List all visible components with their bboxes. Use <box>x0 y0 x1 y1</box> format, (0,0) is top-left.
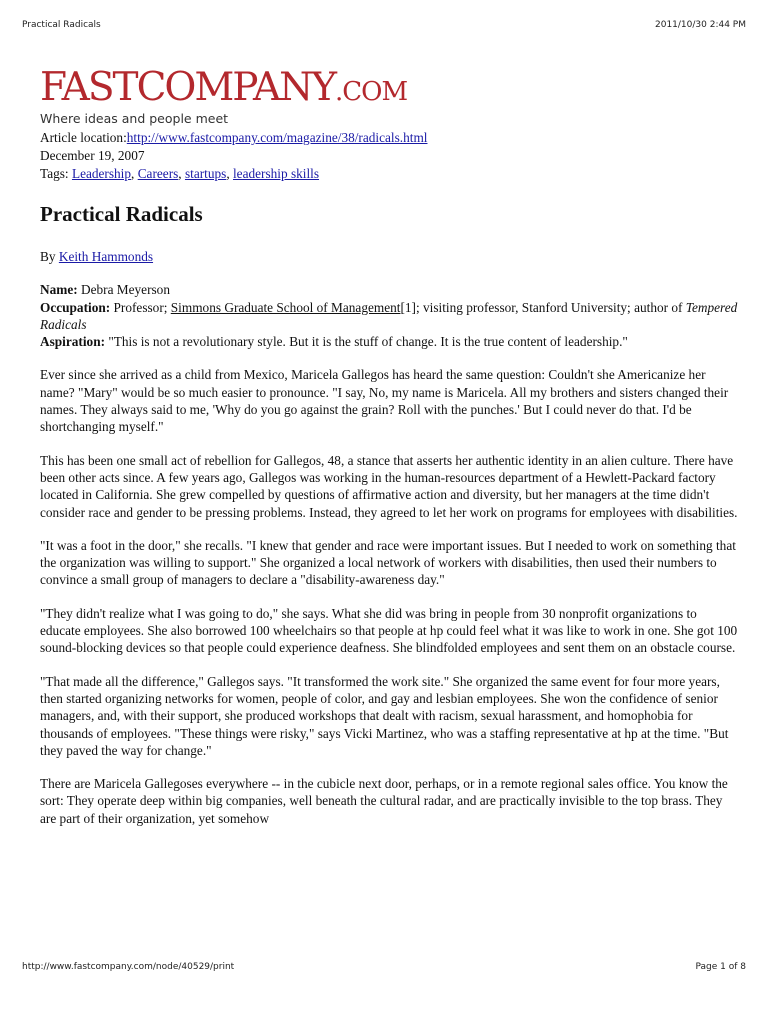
print-footer-page: Page 1 of 8 <box>695 962 746 972</box>
tag-link-startups[interactable]: startups <box>184 166 227 181</box>
article-location-link[interactable]: http://www.fastcompany.com/magazine/38/radicals.html <box>126 130 428 145</box>
tags-row: Tags: Leadership, Careers, startups, leadership skills <box>40 166 320 181</box>
aspiration-label: Aspiration: <box>40 334 106 350</box>
occupation-pre: Professor; <box>113 299 168 315</box>
location-label: Article location: <box>40 130 127 145</box>
print-footer <box>22 962 746 976</box>
book-title: Tempered Radicals <box>40 299 738 332</box>
tag-link-leadership[interactable]: Leadership <box>71 166 132 181</box>
tags-label: Tags: <box>40 166 69 181</box>
logo-main: FASTCOMPANY <box>40 65 336 110</box>
author-link[interactable]: Keith Hammonds <box>58 249 154 264</box>
body-paragraph: Ever since she arrived as a child from Mexico, Maricela Gallegos has heard the same question: Couldn't she Americanize her name? "Mary" would be so much easier to pronounce. "I say, No, my name is Maricela. All my brothers and sisters changed their names. They always said to me, 'Why do you go against the grain? Roll with the punches.' But I could never do that. I'd be shortchanging myself." <box>40 367 729 435</box>
body-paragraph: "It was a foot in the door," she recalls. "I knew that gender and race were important issues. But I needed to work on something that the organization was willing to support." She organized a local network of workers with disabilities, then used their numbers to convince a small group of managers to declare a "disability-awareness day." <box>40 537 736 588</box>
tagline: Where ideas and people meet <box>40 111 229 126</box>
profile-name-row <box>40 281 740 298</box>
school-link[interactable]: Simmons Graduate School of Management <box>170 299 401 315</box>
aspiration-text: "This is not a revolutionary style. But it is the stuff of change. It is the true content of leadership." <box>108 334 628 350</box>
byline <box>40 248 740 265</box>
article-meta <box>40 129 740 183</box>
body-paragraph: "That made all the difference," Gallegos says. "It transformed the work site." She organized the same event for four more years, then started organizing networks for women, people of color, and gay and lesbian employees. She won the confidence of senior managers, and, with their support, she produced workshops that dealt with racism, sexual harassment, and homophobia for thousands of employees. "These things were risky," says Vicki Martinez, who was a staffing representative at hp at the time. "But they paved the way for change." <box>40 673 729 758</box>
name-label: Name: <box>40 282 78 298</box>
occupation-label: Occupation: <box>40 299 111 315</box>
print-header-title: Practical Radicals <box>22 20 101 30</box>
logo-domain: .COM <box>335 77 408 107</box>
body-paragraph: "They didn't realize what I was going to do," she says. What she did was bring in people from 30 nonprofit organizations to educate employees. She also borrowed 100 wheelchairs so that people at hp could feel what it was like to work in one. She got 100 sound-blocking devices so that people could experience deafness. She blindfolded employees and sent them on an obstacle course. <box>40 605 738 656</box>
article-title: Practical Radicals <box>40 202 203 226</box>
print-footer-url: http://www.fastcompany.com/node/40529/print <box>22 962 235 972</box>
article-location <box>40 129 740 147</box>
profile-box <box>40 281 740 350</box>
print-header-datetime: 2011/10/30 2:44 PM <box>655 20 746 30</box>
body-paragraph: There are Maricela Gallegoses everywhere -- in the cubicle next door, perhaps, or in a remote regional sales office. You know the sort: They operate deep within big companies, well beneath the cultural radar, and are practically invisible to the top brass. They are part of their organization, yet somehow <box>40 776 728 826</box>
by-label: By <box>40 249 56 264</box>
fastcompany-logo[interactable] <box>40 64 407 112</box>
article-date: December 19, 2007 <box>40 148 145 163</box>
profile-aspiration-row <box>40 333 740 350</box>
body-paragraph: This has been one small act of rebellion for Gallegos, 48, a stance that asserts her authentic identity in an alien culture. There have been other acts since. A few years ago, Gallegos was working in the human-resources department of a Hewlett-Packard factory located in California. She grew compelled by questions of affirmative action and diversity, but her managers at the time didn't consider race and gender to be pressing problems. Instead, they agreed to let her work on programs for employees with disabilities. <box>40 452 738 520</box>
tag-link-careers[interactable]: Careers <box>137 166 179 181</box>
profile-name: Debra Meyerson <box>81 282 170 298</box>
occupation-post: [1]; visiting professor, Stanford University; author of <box>400 299 683 315</box>
article-body <box>40 248 740 843</box>
tag-link-leadership-skills[interactable]: leadership skills <box>232 166 320 181</box>
profile-occupation-row <box>40 299 740 334</box>
